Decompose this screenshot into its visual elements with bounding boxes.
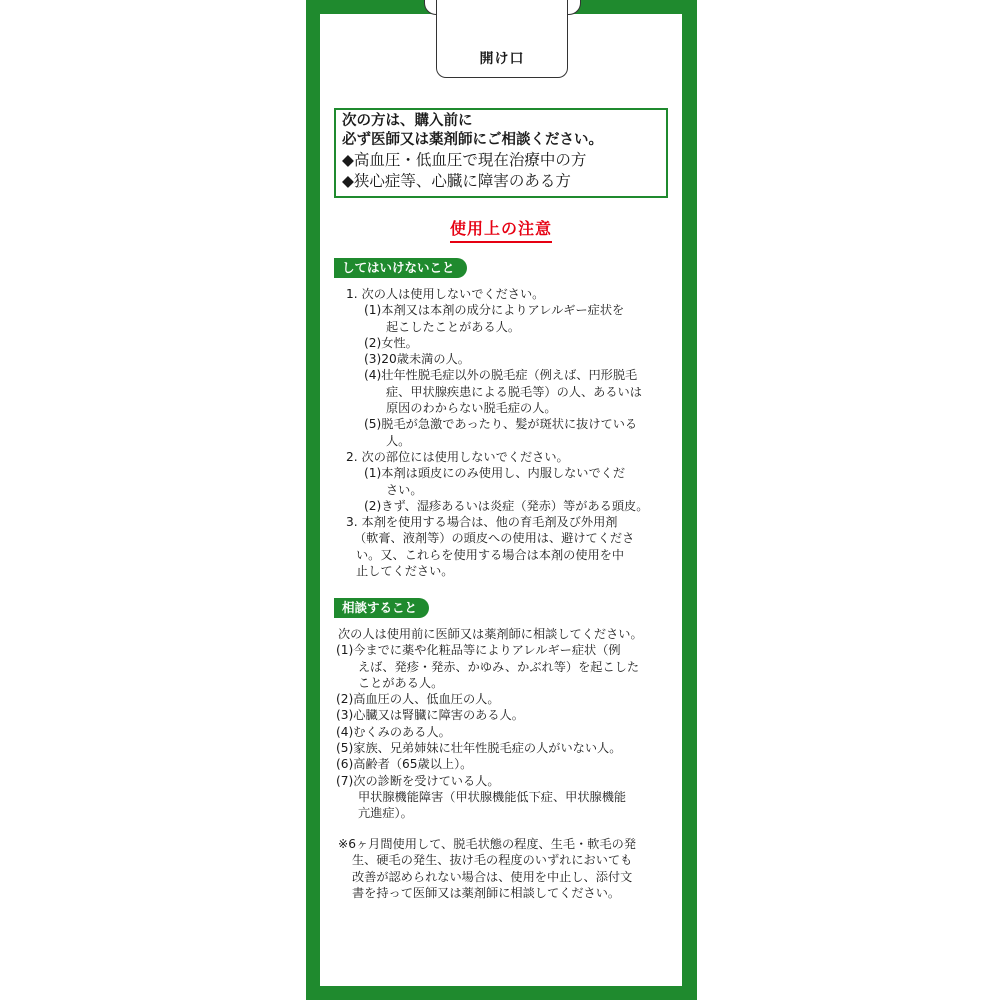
list-item: (2)女性。 <box>364 335 418 350</box>
list-item: い。又、これらを使用する場合は本剤の使用を中 <box>356 547 625 562</box>
list-item: (1)本剤又は本剤の成分によりアレルギー症状を <box>364 303 625 318</box>
note-line: ※6ヶ月間使用して、脱毛状態の程度、生毛・軟毛の発 <box>338 837 637 851</box>
open-tab-label: 開け口 <box>479 51 525 67</box>
warning-line-1: 次の方は、購入前に <box>342 113 473 129</box>
consult-before-purchase-box <box>334 108 668 198</box>
list-item: (2)高血圧の人、低血圧の人。 <box>336 692 500 707</box>
list-item: (2)きず、湿疹あるいは炎症（発赤）等がある頭皮。 <box>364 498 649 513</box>
list-item: えば、発疹・発赤、かゆみ、かぶれ等）を起こした <box>358 659 640 674</box>
list-item: 1. 次の人は使用しないでください。 <box>346 287 545 301</box>
list-item: (4)壮年性脱毛症以外の脱毛症（例えば、円形脱毛 <box>364 368 638 383</box>
list-item: （軟膏、液剤等）の頭皮への使用は、避けてくださ <box>354 531 635 546</box>
precautions-title-text: 使用上の注意 <box>450 216 552 243</box>
list-item: さい。 <box>386 482 423 497</box>
prohibited-list <box>334 286 674 579</box>
list-item: 止してください。 <box>356 564 454 579</box>
list-item: ことがある人。 <box>358 675 444 690</box>
list-item: (4)むくみのある人。 <box>336 724 451 739</box>
precautions-title <box>334 216 668 243</box>
list-item: (1)本剤は頭皮にのみ使用し、内服しないでくだ <box>364 466 626 481</box>
list-item: (3)心臓又は腎臓に障害のある人。 <box>336 708 524 723</box>
warning-item: ◆狭心症等、心臓に障害のある方 <box>342 172 571 190</box>
list-item: (5)家族、兄弟姉妹に壮年性脱毛症の人がいない人。 <box>336 741 622 756</box>
list-item: (6)高齢者（65歳以上）。 <box>336 757 473 772</box>
list-item: 次の人は使用前に医師又は薬剤師に相談してください。 <box>338 627 643 641</box>
prohibited-heading: してはいけないこと <box>334 258 467 278</box>
list-item: 2. 次の部位には使用しないでください。 <box>346 449 569 464</box>
note-line: 改善が認められない場合は、使用を中止し、添付文 <box>352 869 633 884</box>
note-line: 書を持って医師又は薬剤師に相談してください。 <box>352 885 621 900</box>
list-item: 3. 本剤を使用する場合は、他の育毛剤及び外用剤 <box>346 515 618 530</box>
list-item: (1)今までに薬や化粧品等によりアレルギー症状（例 <box>336 643 621 658</box>
usage-note <box>334 836 674 901</box>
list-item: 起こしたことがある人。 <box>386 319 521 334</box>
list-item: 原因のわからない脱毛症の人。 <box>386 401 557 416</box>
consult-heading: 相談すること <box>334 598 429 618</box>
list-item: (5)脱毛が急激であったり、髪が斑状に抜けている <box>364 417 638 432</box>
warning-line-2: 必ず医師又は薬剤師にご相談ください。 <box>342 132 603 148</box>
warning-item: ◆高血圧・低血圧で現在治療中の方 <box>342 151 587 169</box>
list-item: 亢進症）。 <box>358 806 413 821</box>
list-item: 甲状腺機能障害（甲状腺機能低下症、甲状腺機能 <box>358 789 627 804</box>
list-item: (3)20歳未満の人。 <box>364 352 470 367</box>
consult-list <box>334 626 674 822</box>
list-item: 症、甲状腺疾患による脱毛等）の人、あるいは <box>386 384 642 399</box>
list-item: 人。 <box>386 433 411 448</box>
note-line: 生、硬毛の発生、抜け毛の程度のいずれにおいても <box>352 853 633 868</box>
list-item: (7)次の診断を受けている人。 <box>336 773 500 788</box>
